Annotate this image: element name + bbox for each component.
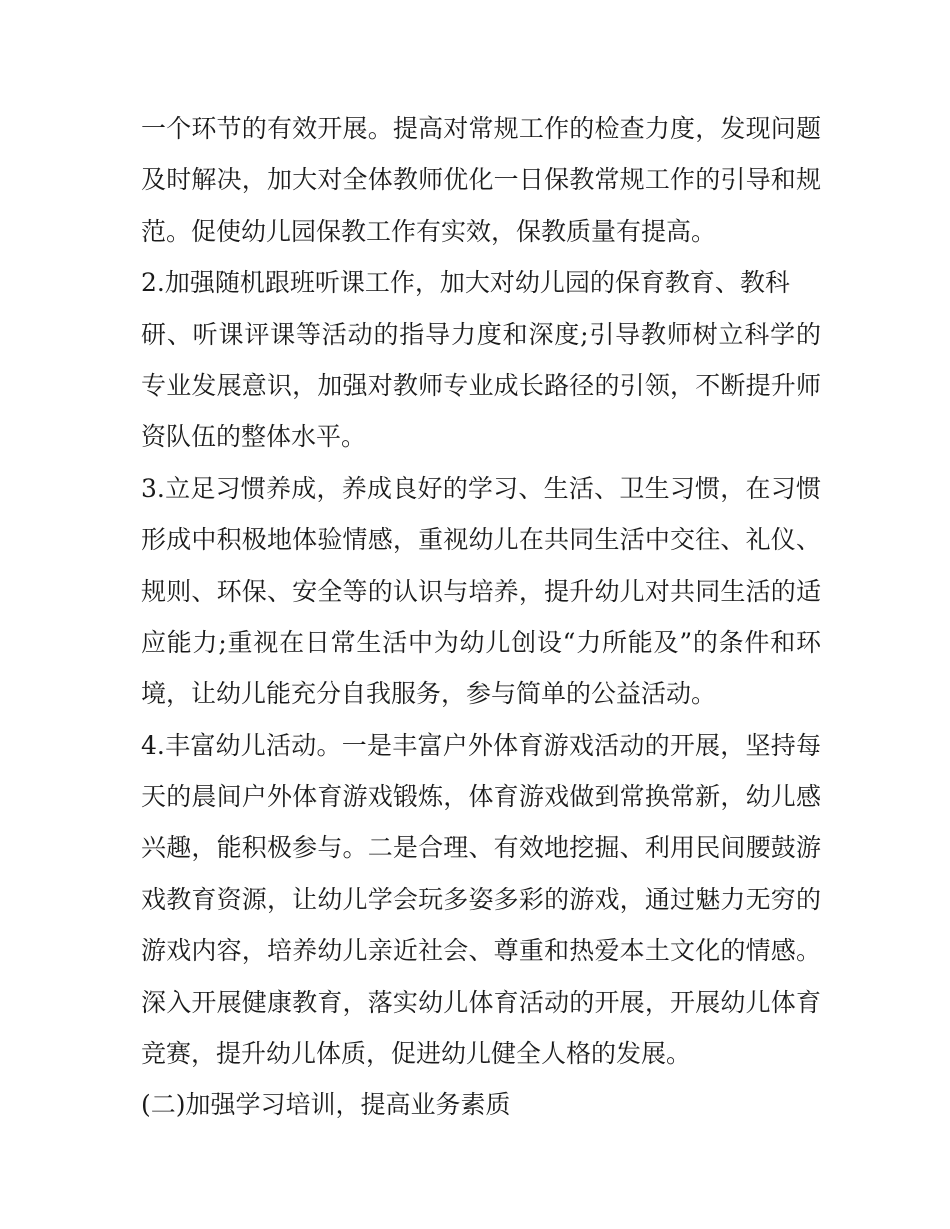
text-line: 3.立足习惯养成，养成良好的学习、生活、卫生习惯，在习惯 <box>141 473 821 503</box>
text-line: 范。促使幼儿园保教工作有实效，保教质量有提高。 <box>141 216 717 246</box>
text-line: 及时解决，加大对全体教师优化一日保教常规工作的引导和规 <box>141 165 821 195</box>
text-line: 游戏内容，培养幼儿亲近社会、尊重和热爱本土文化的情感。 <box>141 936 821 966</box>
body-text <box>141 103 821 1131</box>
text-line: 研、听课评课等活动的指导力度和深度;引导教师树立科学的 <box>141 319 821 349</box>
text-line: 专业发展意识，加强对教师专业成长路径的引领，不断提升师 <box>141 370 821 400</box>
text-line: 应能力;重视在日常生活中为幼儿创设“力所能及”的条件和环 <box>141 627 821 657</box>
text-line: 资队伍的整体水平。 <box>141 422 367 452</box>
text-line: 兴趣，能积极参与。二是合理、有效地挖掘、利用民间腰鼓游 <box>141 833 821 863</box>
text-line: 天的晨间户外体育游戏锻炼，体育游戏做到常换常新，幼儿感 <box>141 782 821 812</box>
text-line: 2.加强随机跟班听课工作，加大对幼儿园的保育教育、教科 <box>141 268 790 298</box>
text-line: 戏教育资源，让幼儿学会玩多姿多彩的游戏，通过魅力无穷的 <box>141 884 821 914</box>
text-line: 规则、环保、安全等的认识与培养，提升幼儿对共同生活的适 <box>141 576 821 606</box>
section-heading: (二)加强学习培训，提高业务素质 <box>141 1090 511 1120</box>
text-line: 一个环节的有效开展。提高对常规工作的检查力度，发现问题 <box>141 114 821 143</box>
text-line: 深入开展健康教育，落实幼儿体育活动的开展，开展幼儿体育 <box>141 987 821 1017</box>
text-line: 竞赛，提升幼儿体质，促进幼儿健全人格的发展。 <box>141 1039 692 1069</box>
text-line: 形成中积极地体验情感，重视幼儿在共同生活中交往、礼仪、 <box>141 525 821 555</box>
text-line: 境，让幼儿能充分自我服务，参与简单的公益活动。 <box>141 679 717 709</box>
text-line: 4.丰富幼儿活动。一是丰富户外体育游戏活动的开展，坚持每 <box>141 730 821 760</box>
